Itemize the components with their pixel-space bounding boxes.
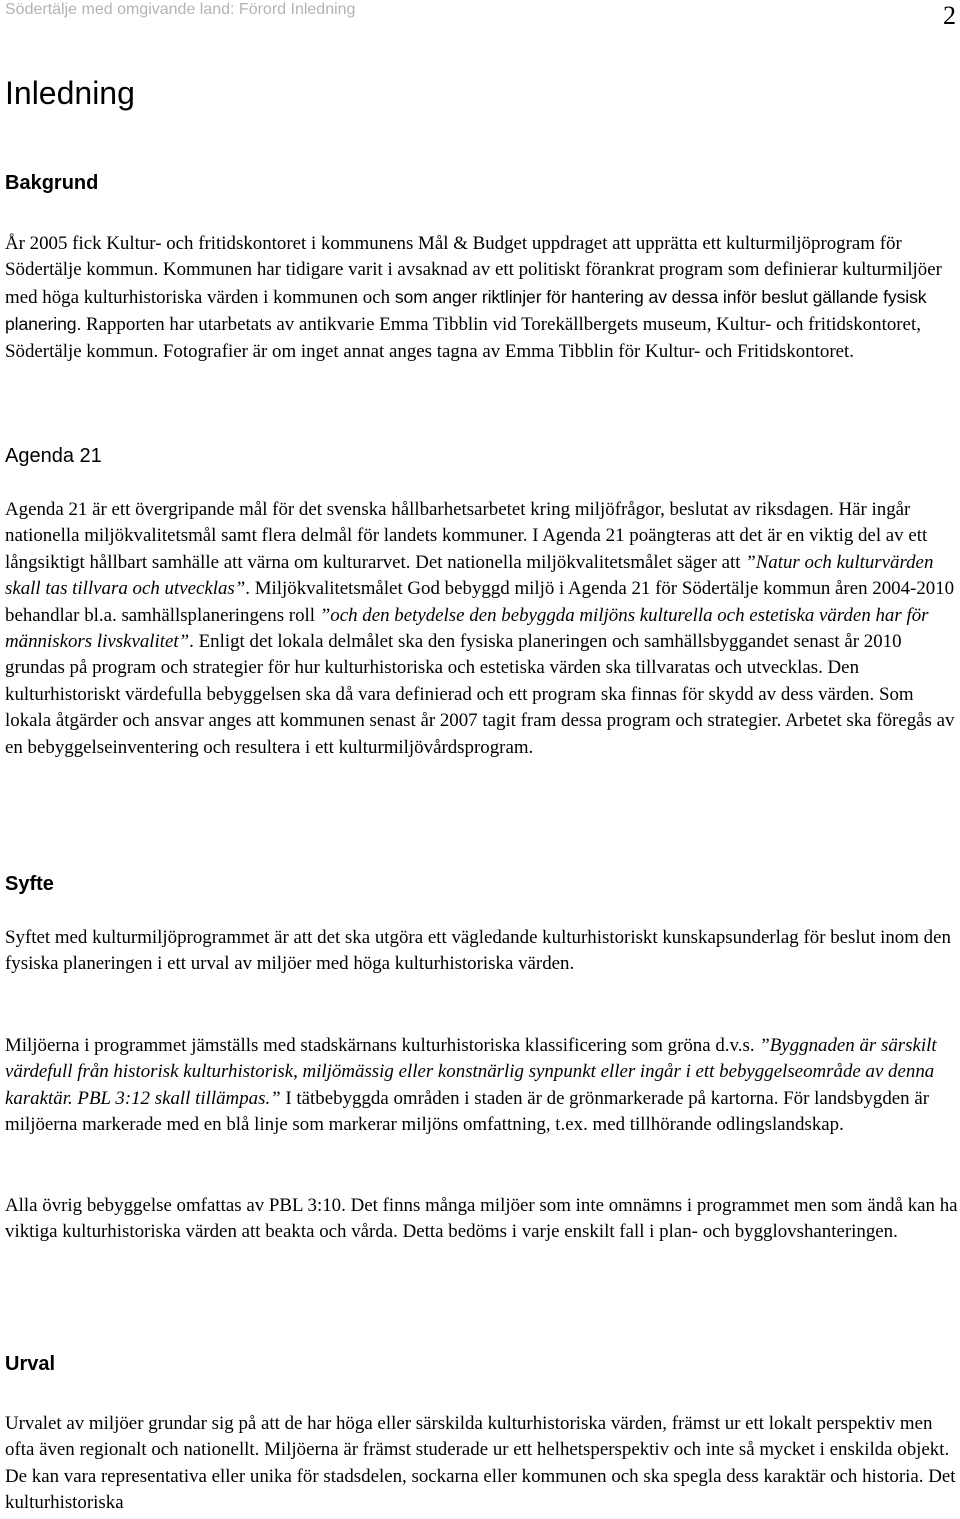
- page-number: 2: [943, 1, 956, 30]
- syfte-text-b: I tätbebyggda områden i staden är de grönmarkerade på kartorna. För landsbygden är miljöerna markerade med en blå linje som markerar miljöns omfattning, t.ex. med tillhörande odlingslandskap.: [5, 1087, 930, 1136]
- paragraph-bakgrund: [5, 231, 959, 365]
- agenda-quote-2: ”och den betydelse den bebyggda miljöns kulturella och estetiska värden har för människors livskvalitet”: [5, 604, 929, 653]
- paragraph-agenda-21: [5, 497, 959, 761]
- agenda-text-c: . Enligt det lokala delmålet ska den fysiska planeringen och samhällsbyggandet senast år 2010 grundas på program och strategier för hur kulturhistoriska och estetiska värden ska tillvaratas och utvecklas. Den kulturhistoriskt värdefulla bebyggelsen ska då vara definierad och ett program ska finnas för skydd av dess värden. Som lokala åtgärder och ansvar anges att kommunen senast år 2007 tagit fram dessa program och strategier. Arbetet ska föregås av en bebyggelseinventering och resultera i ett kulturmiljövårdsprogram.: [5, 631, 955, 758]
- heading-syfte: Syfte: [5, 873, 54, 895]
- agenda-quote-1: ”Natur och kulturvärden skall tas tillvara och utvecklas”: [5, 551, 934, 600]
- heading-agenda-21: Agenda 21: [5, 445, 102, 467]
- paragraph-urval: Urvalet av miljöer grundar sig på att de har höga eller särskilda kulturhistoriska värden, främst ur ett lokalt perspektiv men ofta även regionalt och nationellt. Miljöerna är främst studerade ur ett helhetsperspektiv och inte så mycket i enskilda objekt. De kan vara representativa eller unika för stadsdelen, sockarna eller kommunen och ska spegla dess karaktär och historia. Det kulturhistoriska: [5, 1413, 956, 1514]
- syfte-quote: ”Byggnaden är särskilt värdefull från historisk kulturhistorisk, miljömässig eller konstnärlig synpunkt eller ingår i ett bebyggelseområde av denna karaktär. PBL 3:12 skall tillämpas.”: [5, 1035, 937, 1109]
- paragraph-syfte-1: Syftet med kulturmiljöprogrammet är att det ska utgöra ett vägledande kulturhistoriskt kunskapsunderlag för beslut inom den fysiska planeringen i ett urval av miljöer med höga kulturhistoriska värden.: [5, 927, 951, 975]
- paragraph-syfte-2: [5, 1033, 959, 1139]
- syfte-text-a: Miljöerna i programmet jämställs med stadskärnans kulturhistoriska klassificering som gröna d.v.s.: [5, 1035, 760, 1056]
- bakgrund-text-c: Rapporten har utarbetats av antikvarie Emma Tibblin vid Torekällbergets museum, Kultur- och fritidskontoret, Södertälje kommun. Fotografier är om inget annat anges tagna av Emma Tibblin för Kultur- och Fritidskontoret.: [5, 314, 921, 362]
- paragraph-syfte-3: Alla övrig bebyggelse omfattas av PBL 3:10. Det finns många miljöer som inte omnämns i programmet men som ändå kan ha viktiga kulturhistoriska värden att beakta och vårda. Detta bedöms i varje enskilt fall i plan- och bygglovshanteringen.: [5, 1195, 958, 1243]
- bakgrund-text-a: År 2005 fick Kultur- och fritidskontoret i kommunens Mål & Budget uppdraget att upprätta ett kulturmiljöprogram för Södertälje kommun. Kommunen har tidigare varit i avsaknad av ett politiskt förankrat program som definierar kulturmiljöer med höga kulturhistoriska värden i kommunen och: [5, 233, 942, 308]
- page-title: Inledning: [5, 75, 135, 111]
- agenda-text-b: . Miljökvalitetsmålet God bebyggd miljö i Agenda 21 för Södertälje kommun åren 2004-2010 behandlar bl.a. samhällsplaneringens roll: [5, 578, 955, 626]
- agenda-text-a: Agenda 21 är ett övergripande mål för det svenska hållbarhetsarbetet kring miljöfrågor, beslutat av riksdagen. Här ingår nationella miljökvalitetsmål samt flera delmål för landets kommuner. I Agenda 21 poängteras att det är en viktig del av ett långsiktigt hållbart samhälle att värna om kulturarvet. Det nationella miljökvalitetsmålet säger att: [5, 499, 928, 573]
- heading-bakgrund: Bakgrund: [5, 172, 99, 194]
- running-header: Södertälje med omgivande land: Förord Inledning: [5, 1, 356, 18]
- bakgrund-text-b: som anger riktlinjer för hantering av dessa inför beslut gällande fysisk planering.: [5, 286, 927, 335]
- heading-urval: Urval: [5, 1353, 56, 1375]
